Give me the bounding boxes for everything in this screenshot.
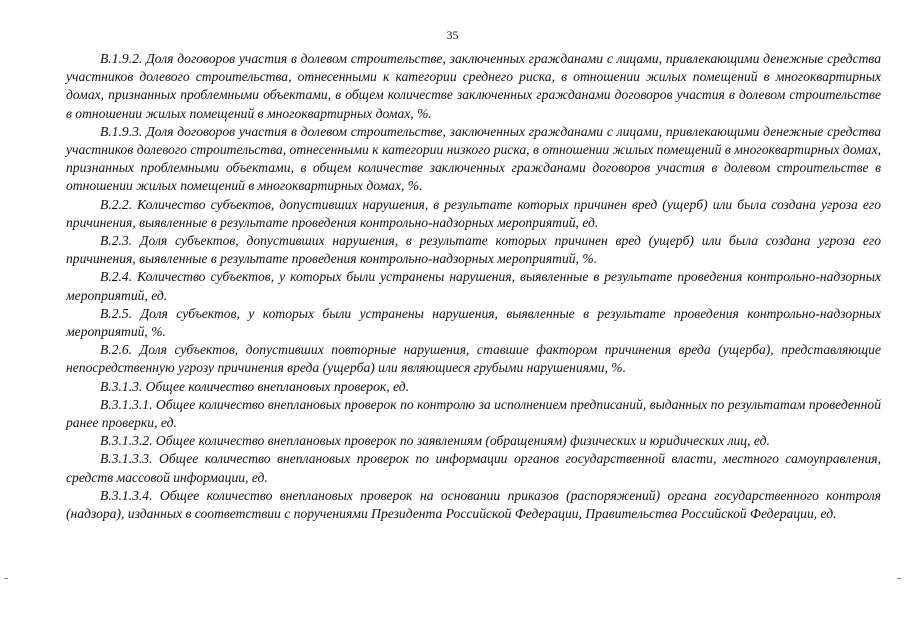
paragraph-v-1-9-3: В.1.9.3. Доля договоров участия в долевом строительстве, заключенных гражданами с лицами, привлекающими денежные средства участников долевого строительства, отнесенными к категории низкого риска, в отношении жилых помещений в многоквартирных домах, признанных проблемными объектами, в общем количестве заключенных гражданами договоров участия в долевом строительстве в отношении жилых помещений в многоквартирных домах, %. (66, 123, 881, 194)
paragraph-v-3-1-3: В.3.1.3. Общее количество внеплановых проверок, ед. (100, 378, 410, 394)
paragraph-v-2-4: В.2.4. Количество субъектов, у которых были устранены нарушения, выявленные в результате проведения контрольно-надзорных мероприятий, ед. (66, 269, 881, 303)
paragraph-v-2-6: В.2.6. Доля субъектов, допустивших повторные нарушения, ставшие фактором причинения вреда (ущерба), представляющие непосредственную угрозу причинения вреда (ущерба) или являющиеся грубыми нарушениями, %. (66, 342, 881, 376)
page-number: 35 (446, 28, 459, 42)
paragraph-v-2-5: В.2.5. Доля субъектов, у которых были устранены нарушения, выявленные в результате проведения контрольно-надзорных мероприятий, %. (66, 305, 881, 340)
paragraph-v-3-1-3-2: В.3.1.3.2. Общее количество внеплановых проверок по заявлениям (обращениям) физических и юридических лиц, ед. (100, 433, 770, 449)
document-body (66, 50, 881, 523)
scan-mark-left (4, 578, 8, 579)
paragraph-v-2-2: В.2.2. Количество субъектов, допустивших нарушения, в результате которых причинен вред (ущерб) или была создана угроза его причинения, выявленные в результате проведения контрольно-надзорных мероприятий, ед. (66, 196, 881, 230)
paragraph-v-3-1-3-4: В.3.1.3.4. Общее количество внеплановых проверок на основании приказов (распоряжений) органа государственного контроля (надзора), изданных в соответствии с поручениями Президента Российской Федерации, Правительства Российской Федерации, ед. (66, 487, 881, 522)
paragraph-v-2-3: В.2.3. Доля субъектов, допустивших нарушения, в результате которых причинен вред (ущерб) или была создана угроза его причинения, выявленные в результате проведения контрольно-надзорных мероприятий, %. (66, 233, 881, 267)
scan-mark-right (897, 578, 901, 579)
paragraph-v-1-9-2: В.1.9.2. Доля договоров участия в долевом строительстве, заключенных гражданами с лицами, привлекающими денежные средства участников долевого строительства, отнесенными к категории среднего риска, в отношении жилых помещений в многоквартирных домах, признанных проблемными объектами, в общем количестве заключенных гражданами договоров участия в долевом строительстве в отношении жилых помещений в многоквартирных домах, %. (66, 51, 881, 121)
paragraph-v-3-1-3-3: В.3.1.3.3. Общее количество внеплановых проверок по информации органов государственной власти, местного самоуправления, средств массовой информации, ед. (66, 451, 881, 485)
paragraph-v-3-1-3-1: В.3.1.3.1. Общее количество внеплановых проверок по контролю за исполнением предписаний, выданных по результатам проведенной ранее проверки, ед. (66, 396, 881, 431)
